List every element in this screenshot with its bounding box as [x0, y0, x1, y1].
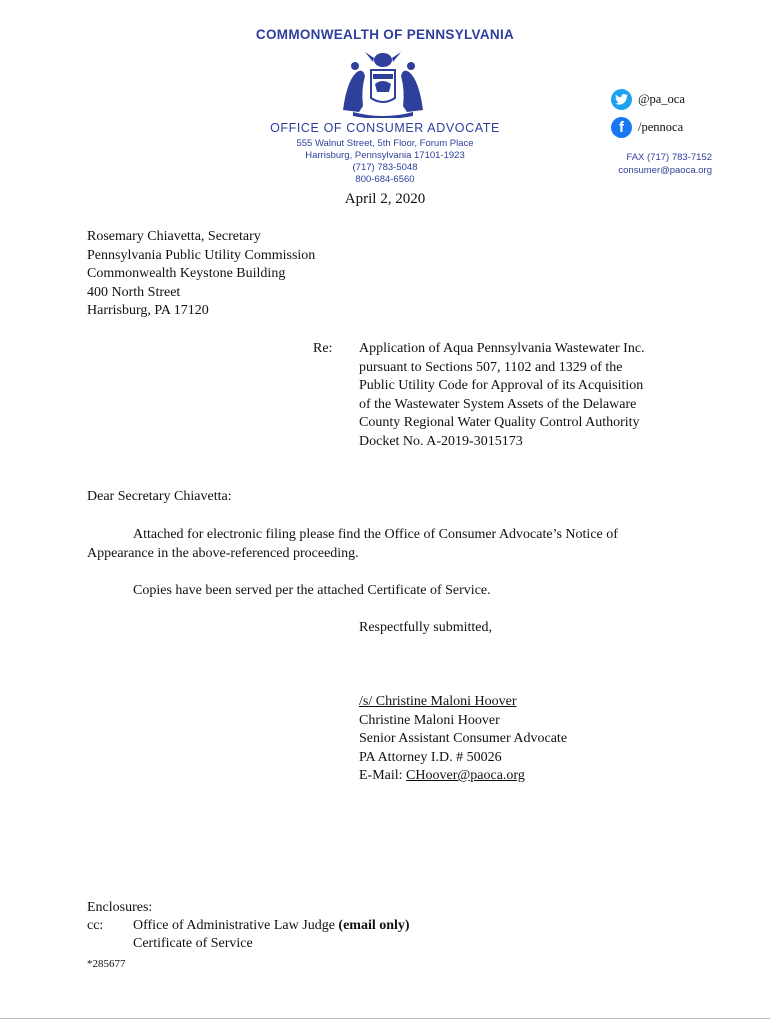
re-label: Re:: [313, 341, 333, 356]
twitter-icon: [611, 89, 632, 110]
email-label: E-Mail:: [359, 768, 407, 783]
bottom-divider: [0, 1018, 770, 1019]
body-paragraph-1-line-2: Appearance in the above-referenced proceeding.: [87, 546, 359, 561]
toll-free-line: 800-684-6560: [355, 174, 415, 185]
signer-email-line: [359, 767, 567, 786]
re-line: County Regional Water Quality Control Authority: [359, 415, 640, 430]
re-line: Docket No. A-2019-3015173: [359, 433, 523, 449]
salutation: Dear Secretary Chiavetta:: [87, 489, 232, 504]
signature-block: [359, 693, 567, 786]
signature: /s/ Christine Maloni Hoover: [359, 694, 517, 709]
recipient-line: Commonwealth Keystone Building: [87, 266, 286, 281]
recipient-line: 400 North Street: [87, 284, 181, 300]
re-line: Public Utility Code for Approval of its Acquisition: [359, 378, 644, 393]
address-line-1: 555 Walnut Street, 5th Floor, Forum Place: [296, 138, 474, 149]
phone-line: (717) 783-5048: [352, 162, 418, 173]
cc-recipient-1: [133, 917, 410, 936]
re-subject: [359, 340, 645, 451]
enclosures-label: Enclosures:: [87, 900, 153, 915]
signer-email-link[interactable]: CHoover@paoca.org: [406, 768, 525, 783]
address-line-2: Harrisburg, Pennsylvania 17101-1923: [305, 150, 465, 161]
cc-label: cc:: [87, 918, 104, 933]
re-line: Application of Aqua Pennsylvania Wastewater Inc.: [359, 341, 645, 356]
cc-recipient-1-text: Office of Administrative Law Judge: [133, 918, 339, 933]
recipient-line: Harrisburg, PA 17120: [87, 303, 209, 318]
re-line: pursuant to Sections 507, 1102 and 1329 of the: [359, 359, 623, 375]
pennsylvania-seal-icon: [333, 50, 433, 118]
facebook-handle[interactable]: [611, 117, 683, 138]
twitter-handle-text: @pa_oca: [638, 92, 685, 106]
facebook-handle-text: /pennoca: [638, 120, 684, 134]
office-email[interactable]: consumer@paoca.org: [618, 165, 712, 176]
body-paragraph-2: Copies have been served per the attached Certificate of Service.: [133, 583, 491, 598]
document-number: *285677: [87, 958, 126, 970]
cc-email-only: (email only): [338, 918, 410, 933]
attorney-id: PA Attorney I.D. # 50026: [359, 749, 502, 765]
signer-title: Senior Assistant Consumer Advocate: [359, 731, 568, 746]
cc-recipient-2: Certificate of Service: [133, 936, 253, 951]
closing: Respectfully submitted,: [359, 620, 492, 635]
recipient-line: Pennsylvania Public Utility Commission: [87, 247, 316, 263]
signer-name: Christine Maloni Hoover: [359, 712, 500, 728]
letter-date: April 2, 2020: [344, 191, 426, 207]
letterhead-title: COMMONWEALTH OF PENNSYLVANIA: [255, 27, 515, 42]
facebook-icon: f: [611, 117, 632, 138]
recipient-address: [87, 228, 315, 321]
twitter-handle[interactable]: [611, 89, 685, 110]
body-paragraph-1-line-1: Attached for electronic filing please find the Office of Consumer Advocate’s Notice of: [133, 527, 618, 542]
re-line: of the Wastewater System Assets of the Delaware: [359, 396, 637, 412]
office-name: OFFICE OF CONSUMER ADVOCATE: [270, 121, 500, 135]
fax-number: FAX (717) 783-7152: [626, 152, 712, 163]
recipient-line: Rosemary Chiavetta, Secretary: [87, 229, 261, 244]
